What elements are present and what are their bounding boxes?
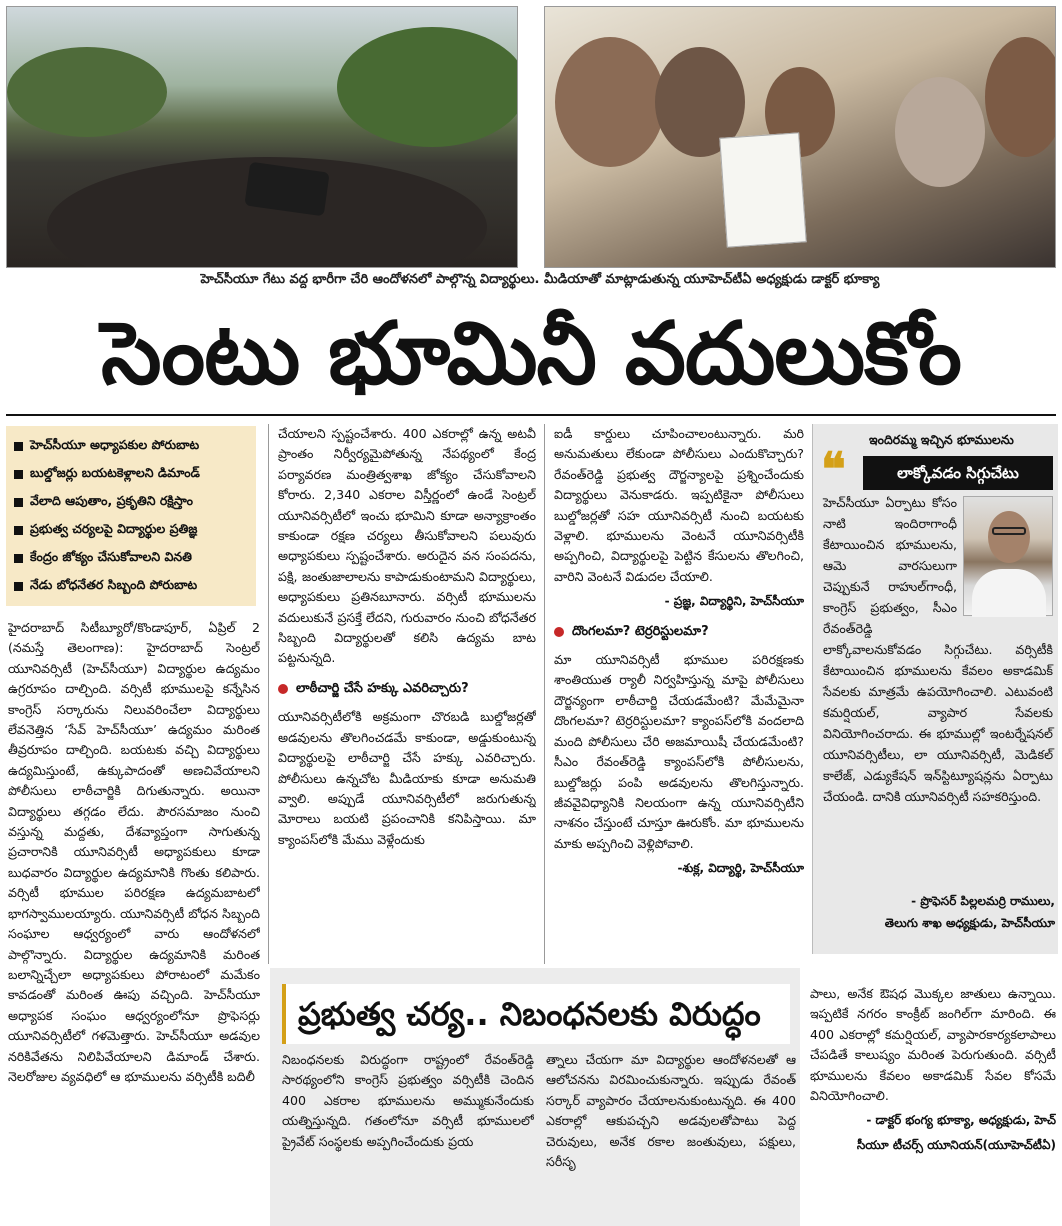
sidebar-text: హెచ్‌సీయూ ఏర్పాటు కోసం నాటి ఇందిరాగాంధీ కేటాయించిన భూములను, ఆమె వారసులుగా చెప్పుకునే రాహుల్‌గాంధీ, కాంగ్రెస్ ప్రభుత్వం, సీఎం రేవంత్‌రెడ్డి లాక్కోవాలనుకోవడం సిగ్గుచేటు. వర్సిటీకి కేటాయించిన భూములను కేవలం అకాడమిక్ సేవలకు మాత్రమే ఉపయోగించాలి. ఎటువంటి కమర్షియల్, వ్యాపార సేవలకు వినియోగించరాదు. ఈ భూముల్లో ఇంటర్నేషనల్ యూనివర్సిటీలు, లా యూనివర్సిటీ, మెడికల్ కాలేజ్, ఎడ్యుకేషన్ ఇన్‌స్టిట్యూషన్లను ఏర్పాటు చేయండి. దానికి యూనివర్సిటీ సహకరిస్తుంది. (823, 495, 1053, 804)
bullet-icon (14, 554, 23, 563)
portrait-face (988, 511, 1030, 563)
students-protest-photo (6, 6, 518, 268)
bullet-icon (14, 442, 23, 451)
photo-caption (130, 272, 950, 294)
highlight-text: హెచ్‌సీయూ అధ్యాపకుల పోరుబాట (30, 436, 200, 452)
statement-paragraph: పాలు, అనేక ఔషధ మొక్కల జాతులు ఉన్నాయి. ఇప్పటికే నగరం కాంక్రీట్ జంగిల్‌గా మారింది. ఈ 400 ఎకరాల్లో కమర్షియల్, వ్యాపారకార్యకలాపాలు చేపడితే కాలుష్యం మరింత పెరుగుతుంది. వర్సిటీ భూములను కేవలం అకాడమిక్ సేవల కోసమే వినియోగించాలి. (810, 986, 1056, 1104)
person-shape (895, 77, 985, 187)
statement-box-title: ప్రభుత్వ చర్య.. నిబంధనలకు విరుద్ధం (282, 984, 790, 1044)
person-shape (985, 37, 1056, 157)
professor-portrait (963, 496, 1053, 616)
caption-right: మీడియాతో మాట్లాడుతున్న యూహెచ్‌టీఏ అధ్యక్షుడు డాక్టర్ భూక్యా (543, 272, 880, 287)
sidebar-title: లాక్కోవడం సిగ్గుచేటు (863, 456, 1053, 490)
highlight-item (14, 544, 248, 572)
portrait-shirt (972, 569, 1046, 617)
quote-sidebar (812, 424, 1058, 954)
sidebar-byline-role: తెలుగు శాఖ అధ్యక్షుడు, హెచ్‌సీయూ (884, 916, 1055, 930)
tree-shape (337, 27, 518, 147)
subheading (278, 679, 536, 699)
article-paragraph: చేయాలని స్పష్టంచేశారు. 400 ఎకరాల్లో ఉన్న అటవీ ప్రాంతం నిర్వీర్యమైపోతున్న నేపథ్యంలో కేంద్ర పర్యావరణ మంత్రిత్వశాఖ జోక్యం చేసుకోవాలని కోరారు. 2,340 ఎకరాల విస్తీర్ణంలో ఉండే సెంట్రల్ యూనివర్సిటీలో ఇంచు భూమిని కూడా అన్యాక్రాంతం కాకుండా రక్షణ చర్యలు తీసుకోవాలని పలువురు అధ్యాపకులు స్పష్టంచేశారు. అరుదైన వన సంపదను, పక్షి, జంతుజాలాలను కాపాడుకుంటామని విద్యార్థులు, అధ్యాపకులు ప్రతినబూనారు. వర్సిటీ భూములను వదులుకునే ప్రసక్తే లేదని, గురువారం నుంచి బోధనేతర సిబ్బంది విద్యార్థులతో కలిసి ఉద్యమ బాట పట్టనున్నది. (278, 426, 536, 666)
article-column-2 (278, 424, 536, 964)
headline: సెంటు భూమినీ వదులుకోం (101, 304, 961, 404)
subheading-text: లాఠీచార్జి చేసే హక్కు ఎవరిచ్చారు? (296, 680, 469, 696)
bullet-icon (14, 470, 23, 479)
highlight-text: నేడు బోధనేతర సిబ్బంది పోరుబాట (30, 576, 198, 592)
article-paragraph: మా యూనివర్సిటీ భూముల పరిరక్షణకు శాంతియుత ర్యాలీ నిర్వహిస్తున్న మాపై పోలీసులు దౌర్జన్యంగా లాఠీచార్జి చేయడమేంటి? మేమేమైనా దొంగలమా? టెర్రరిస్టులమా? క్యాంపస్‌లోకి వందలాది మంది పోలీసులు చేరి అజమాయిషీ చేయడమేంటి? సీఎం రేవంత్‌రెడ్డి క్యాంపస్‌లోకి పోలీసులను, బుల్డోజర్లు పంపి అడవులను తొలగిస్తున్నారు. జీవవైవిధ్యానికి నిలయంగా ఉన్న యూనివర్సిటీని నాశనం చేస్తుంటే చూస్తూ ఊరుకోం. మా భూములను మాకు అప్పగించి వెళ్లిపోవాలి. (554, 652, 804, 851)
column-divider (544, 424, 545, 964)
bullet-icon (14, 582, 23, 591)
highlight-text: ప్రభుత్వ చర్యలపై విద్యార్థుల ప్రతిజ్ఞ (30, 520, 198, 536)
statement-column-b (546, 1050, 796, 1222)
article-lede: హైదరాబాద్ సిటీబ్యూరో/కొండాపూర్, ఏప్రిల్ 2 (నమస్తే తెలంగాణ): హైదరాబాద్ సెంట్రల్ యూనివర్సిటీ (హెచ్‌సీయూ) విద్యార్థుల ఉద్యమం ఉగ్రరూపం దాల్చింది. వర్సిటీ భూములపై కన్నేసిన కాంగ్రెస్ సర్కారును నిలువరించేలా విద్యార్థులు లేవనెత్తిన ‘సేవ్ హెచ్‌సీయూ’ ఉద్యమం మరింత తీవ్రరూపం దాల్చింది. బయటకు వచ్చి విద్యార్థులు ఉద్యమిస్తుంటే, ఉక్కుపాదంతో అణచివేయాలని పోలీసులు లాఠీచార్జికి దిగుతున్నారు. అయినా విద్యార్థులు తగ్గడం లేదు. పౌరసమాజం నుంచి వస్తున్న మద్దతు, దేశవ్యాప్తంగా సాగుతున్న ప్రచారానికి యూనివర్సిటీ అధ్యాపకులు కూడా బుధవారం విద్యార్థుల ఉద్యమానికి గొంతు కలిపారు. వర్సిటీ భూముల పరిరక్షణ ఉద్యమబాటలో భాగస్వాములయ్యారు. యూనివర్సిటీ బోధన సిబ్బంది సంఘాల ఆధ్వర్యంలో వారు ఆందోళనలో పాల్గొన్నారు. విద్యార్థుల ఉద్యమానికి మరింత బలాన్నిచ్చేలా అధ్యాపకులు పోరాటంలో మమేకం కావడంతో మరింత ఊపు వచ్చింది. హెచ్‌సీయూ అధ్యాపక సంఘం ఆధ్వర్యంలోనూ ప్రొఫెసర్లు యూనివర్సిటీలో గళమెత్తారు. హెచ్‌సీయూ అడవుల నరికివేతను నిలిపివేయాలని డిమాండ్ చేశారు. నెలరోజుల వ్యవధిలో ఆ భూములను వర్సిటీకి బదిలీ (8, 620, 260, 1084)
highlight-item (14, 432, 248, 460)
statement-byline: - డాక్టర్ భంగ్య భూక్యా, అధ్యక్షుడు, హెచ్ (866, 1113, 1056, 1128)
sidebar-text-block (823, 492, 1053, 807)
press-meet-photo (544, 6, 1056, 268)
highlight-item (14, 488, 248, 516)
highlight-item (14, 516, 248, 544)
article-column-1 (8, 618, 260, 1222)
article-paragraph: యూనివర్సిటీలోకి అక్రమంగా చొరబడి బుల్డోజర్లతో అడవులను తొలగించడమే కాకుండా, అడ్డుకుంటున్న విద్యార్థులపై లాఠీచార్జి చేసే హక్కు ఎవరిచ్చారు. పోలీసులు ఉన్నచోట మీడియాకు కూడా అనుమతి వ్వాలి. అప్పుడే యూనివర్సిటీలో జరుగుతున్న మోరాలు బయటి ప్రపంచానికి కనిపిస్తాయి. మా క్యాంపస్‌లోకి మేము వెళ్లేందుకు (278, 709, 536, 847)
article-paragraph: ఐడీ కార్డులు చూపించాలంటున్నారు. మరి అనుమతులు లేకుండా పోలీసులు ఎందుకొచ్చారు? రేవంత్‌రెడ్డి ప్రభుత్వ దౌర్జన్యాలపై ప్రశ్నించేందుకు విద్యార్థులు వెనుకాడరు. ఇప్పటికైనా పోలీసులు బుల్డోజర్లతో సహ యూనివర్సిటీ నుంచి బయటకు వెళ్లాలి. భూములను వెంటనే యూనివర్సిటీకి అప్పగించి, విద్యార్థులపై పెట్టిన కేసులను తొలగించి, వారిని వెంటనే విడుదల చేయాలి. (554, 426, 804, 584)
subheading (554, 622, 804, 642)
highlight-item (14, 460, 248, 488)
statement-paragraph: త్నాలు చేయగా మా విద్యార్థుల ఆందోళనలతో ఆ ఆలోచనను విరమించుకున్నారు. ఇప్పుడు రేవంత్ సర్కార్ వ్యాపారం చేయాలనుకుంటున్నది. ఈ 400 ఎకరాల్లో ఆకుపచ్చని అడవులతోపాటు పెద్ద చెరువులు, అనేక రకాల జంతువులు, పక్షులు, సరీసృ (546, 1052, 796, 1170)
statement-paragraph: నిబంధనలకు విరుద్ధంగా రాష్ట్రంలో రేవంత్‌రెడ్డి సారథ్యంలోని కాంగ్రెస్ ప్రభుత్వం వర్సిటీకి చెందిన 400 ఎకరాల భూములను అమ్ముకునేందుకు యత్నిస్తున్నది. గతంలోనూ వర్సిటీ భూములలో ప్రైవేట్ సంస్థలకు అప్పగించేందుకు ప్రయ (282, 1052, 534, 1149)
sidebar-kicker: ఇందిరమ్మ ఇచ్చిన భూములను (869, 432, 1014, 447)
statement-column-a (282, 1050, 534, 1222)
bullet-icon (14, 526, 23, 535)
statement-column-c (810, 984, 1056, 1222)
sidebar-byline: - ప్రొఫెసర్ పిల్లలమర్రి రాములు, (911, 894, 1055, 908)
bullet-icon (554, 627, 564, 637)
highlight-text: బుల్డోజర్లు బయటకెళ్లాలని డిమాండ్ (30, 464, 200, 480)
statement-byline-role: సీయూ టీచర్స్ యూనియన్(యూహెచ్‌టీఏ) (856, 1137, 1056, 1152)
document-shape (719, 132, 806, 247)
highlight-text: వేలాది ఆపుతాం, ప్రకృతిని రక్షిస్తాం (30, 492, 193, 508)
subheading-text: దొంగలమా? టెర్రరిస్టులమా? (572, 623, 709, 639)
highlight-text: కేంద్రం జోక్యం చేసుకోవాలని వినతి (30, 548, 192, 564)
quote-icon: ❝ (821, 442, 846, 496)
tree-shape (7, 47, 167, 137)
bullet-icon (278, 684, 288, 694)
divider (6, 414, 1056, 416)
portrait-glasses (992, 527, 1026, 535)
byline: - ప్రజ్ఞ, విద్యార్థిని, హెచ్‌సీయూ (664, 594, 804, 609)
person-shape (555, 37, 665, 167)
byline: -శుక్ల, విద్యార్థి, హెచ్‌సీయూ (677, 861, 804, 876)
highlight-item (14, 572, 248, 600)
highlights-box (6, 426, 256, 606)
bullet-icon (14, 498, 23, 507)
column-divider (268, 424, 269, 964)
caption-left: హెచ్‌సీయూ గేటు వద్ద భారీగా చేరి ఆందోళనలో పాల్గొన్న విద్యార్థులు. (200, 272, 540, 287)
article-column-3 (554, 424, 804, 964)
